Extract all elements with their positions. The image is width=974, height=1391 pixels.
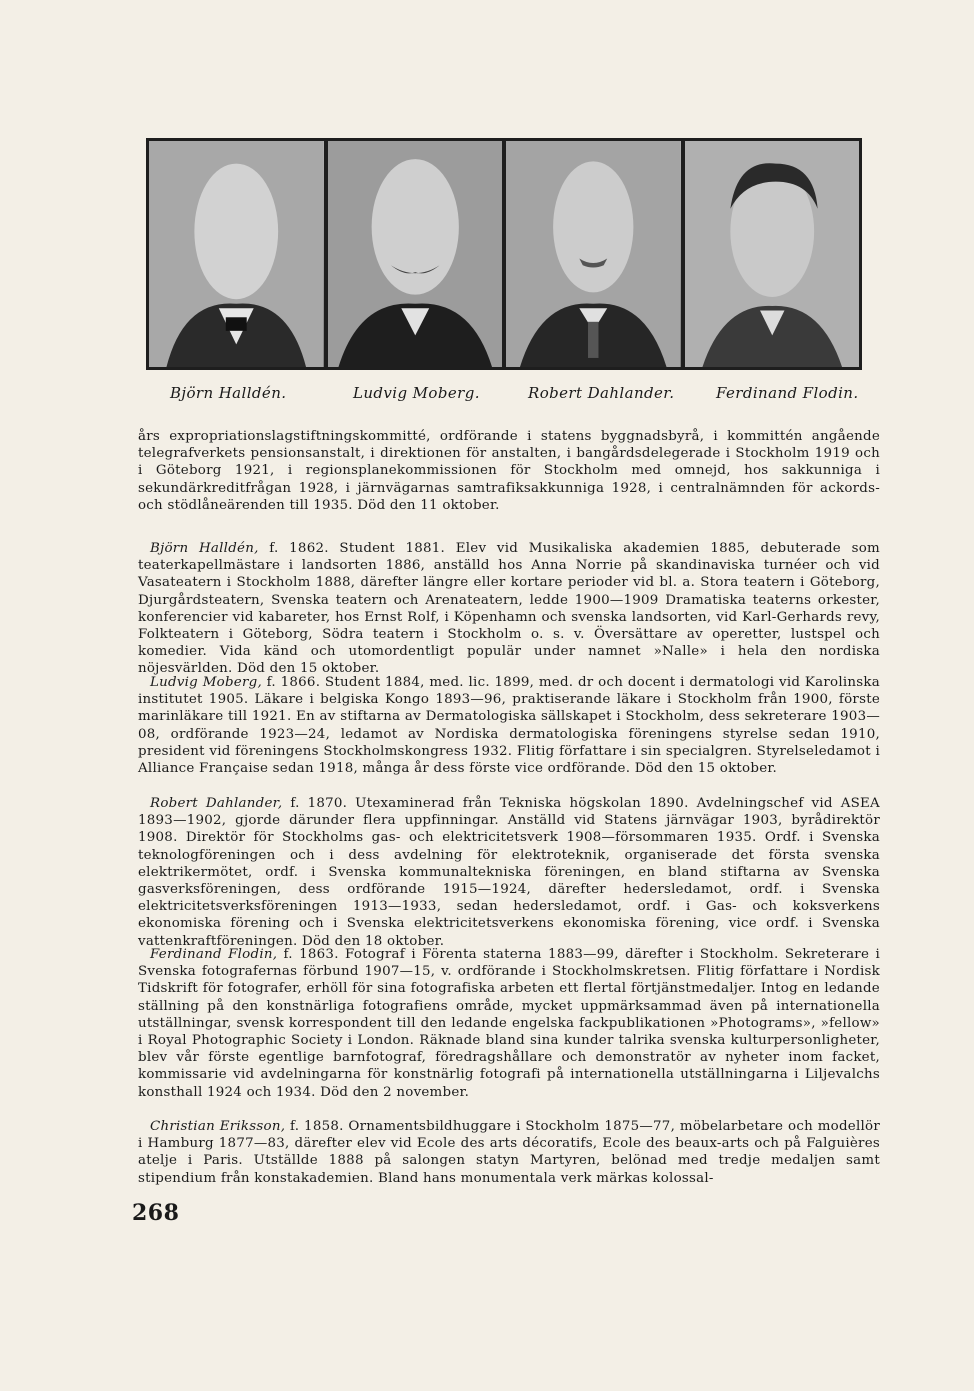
caption-ludvig-moberg: Ludvig Moberg. — [353, 384, 480, 402]
entry-ludvig-moberg — [138, 674, 880, 777]
portrait-ferdinand-flodin — [685, 141, 860, 367]
page-number: 268 — [132, 1200, 180, 1226]
portrait-ludvig-moberg — [328, 141, 503, 367]
entry-name: Björn Halldén, — [150, 541, 259, 556]
entry-christian-eriksson — [138, 1118, 880, 1187]
entry-text: f. 1858. Ornamentsbildhuggare i Stockholm 1875—77, möbelarbetare och modellör i Hamburg 1877—83, därefter elev vid Ecole des arts décoratifs, Ecole des beaux-arts och på Falguières atelje i Paris. Utställde 1888 på salongen statyn Martyren, belönad med tredje medaljen samt stipendium från konstakademien. Bland hans monumentala verk märkas kolossal- — [138, 1119, 881, 1186]
entry-text: f. 1866. Student 1884, med. lic. 1899, med. dr och docent i dermatologi vid Karolinska institutet 1905. Läkare i belgiska Kongo 1893—96, praktiserande läkare i Stockholm från 1900, förste marinläkare till 1921. En av stiftarna av Dermatologiska sällskapet i Stockholm, dess sekreterare 1903—08, ordförande 1923—24, ledamot av Nordiska dermatologiska föreningens styrelse sedan 1910, president vid föreningens Stockholmskongress 1932. Flitig författare i sin specialgren. Styrelseledamot i Alliance Française sedan 1918, många år dess förste vice ordförande. Död den 15 oktober. — [138, 675, 880, 777]
entry-text: f. 1863. Fotograf i Förenta staterna 1883—99, därefter i Stockholm. Sekreterare i Svenska fotografernas förbund 1907—15, v. ordförande i Stockholmskretsen. Flitig författare i Nordisk Tidskrift för fotografer, erhöll för sina fotografiska arbeten ett flertal förtjänstmedaljer. Intog en ledande ställning på den konstnärliga fotografiens område, mycket uppmärksammad även på internationella utställningar, svensk korrespondent till den ledande engelska fackpublikationen »Photograms», »fellow» i Royal Photographic Society i London. Räknade bland sina kunder talrika svenska kulturpersonligheter, blev vår förste egentlige barnfotograf, föredragshållare och demonstratör av nyheter inom facket, kommissarie vid avdelningarna för konstnärlig fotografi på internationella utställningarna i Liljevalchs konsthall 1924 och 1934. Död den 2 november. — [138, 947, 880, 1100]
caption-robert-dahlander: Robert Dahlander. — [528, 384, 675, 402]
entry-name: Ferdinand Flodin, — [150, 947, 278, 962]
entry-text: f. 1870. Utexaminerad från Tekniska högskolan 1890. Avdelningschef vid ASEA 1893—1902, gjorde därunder flera uppfinningar. Anställd vid Statens järnvägar 1903, byrådirektör 1908. Direktör för Stockholms gas- och elektricitetsverk 1908—försommaren 1935. Ordf. i Svenska teknologföreningen och i dess avdelning för elektroteknik, organiserade det första svenska elektrikermötet, ordf. i Svenska kommunaltekniska föreningen, en bland stiftarna av Svenska gasverksföreningen, dess ordförande 1915—1924, därefter hedersledamot, ordf. i Svenska elektricitetsverksföreningen 1913—1933, sedan hedersledamot, ordf. i Gas- och koksverkens ekonomiska förening och i Svenska elektricitetsverkens ekonomiska förening, vice ordf. i Svenska vattenkraftföreningen. Död den 18 oktober. — [138, 796, 880, 949]
intro-paragraph — [138, 428, 880, 514]
entry-text: f. 1862. Student 1881. Elev vid Musikaliska akademien 1885, debuterade som teaterkapellmästare i landsorten 1886, anställd hos Anna Norrie på skandinaviska turnéer och vid Vasateatern i Stockholm 1888, därefter längre eller kortare perioder vid bl. a. Stora teatern i Göteborg, Djurgårdsteatern, Svenska teatern och Arenateatern, ledde 1900—1909 Dramatiska teaterns orkester, konferencier vid kabareter, hos Ernst Rolf, i Köpenhamn och svenska landsorten, vid Karl-Gerhards revy, Folkteatern i Göteborg, Södra teatern i Stockholm o. s. v. Översättare av operetter, lustspel och komedier. Vida känd och utomordentligt populär under namnet »Nalle» i hela den nordiska nöjesvärlden. Död den 15 oktober. — [138, 541, 880, 677]
entry-ferdinand-flodin — [138, 946, 880, 1101]
caption-bjorn-hallden: Björn Halldén. — [170, 384, 287, 402]
entry-name: Christian Eriksson, — [150, 1119, 286, 1134]
portrait-photo-strip — [146, 138, 862, 370]
intro-text: års expropriationslagstiftningskommitté, ordförande i statens byggnadsbyrå, i kommittén angående telegrafverkets pensionsanstalt, i direktionen för anstalten, i bangårdsdelegerade i Stockholm 1919 och i Göteborg 1921, i regionsplanekommissionen för Stockholm med omnejd, hos sakkunniga i sekundärkreditfrågan 1928, i järnvägarnas samtrafiksakkunniga 1928, i centralnämnden för ackords- och stödlåneärenden till 1935. Död den 11 oktober. — [138, 429, 880, 513]
entry-name: Robert Dahlander, — [150, 796, 283, 811]
entry-robert-dahlander — [138, 795, 880, 950]
portrait-captions — [146, 384, 862, 408]
entry-bjorn-hallden — [138, 540, 880, 678]
entry-name: Ludvig Moberg, — [150, 675, 262, 690]
portrait-robert-dahlander — [506, 141, 681, 367]
portrait-bjorn-hallden — [149, 141, 324, 367]
caption-ferdinand-flodin: Ferdinand Flodin. — [716, 384, 859, 402]
